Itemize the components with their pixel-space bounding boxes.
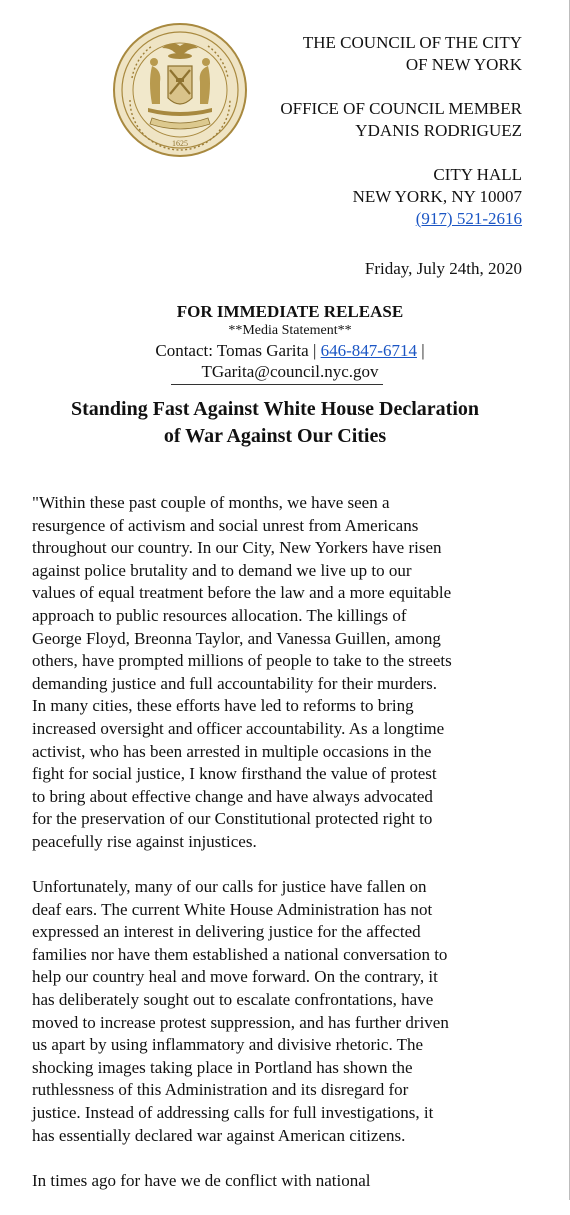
line: peacefully rise against injustices.: [32, 831, 257, 851]
office-phone-link[interactable]: (917) 521-2616: [415, 209, 522, 228]
line: moved to increase protest suppression, and has further driven: [32, 1012, 449, 1032]
office-line1: OFFICE OF COUNCIL MEMBER: [280, 99, 522, 118]
headline: [0, 396, 540, 450]
line: "Within these past couple of months, we have seen a: [32, 493, 390, 512]
seal-year: 1625: [172, 139, 188, 148]
line: In times ago for have we de conflict with national: [32, 1170, 371, 1190]
letterhead: [280, 32, 522, 230]
contact-phone-link[interactable]: 646-847-6714: [320, 341, 417, 360]
line: to bring about effective change and have always advocated: [32, 786, 433, 806]
contact-prefix: Contact: Tomas Garita |: [155, 341, 321, 360]
city-seal: [112, 22, 248, 158]
line: activist, who has been arrested in multiple occasions in the: [32, 741, 432, 761]
statement-body: [32, 492, 552, 1215]
line: values of equal treatment before the law and a more equitable: [32, 583, 452, 603]
org-name-line2: OF NEW YORK: [405, 55, 522, 74]
line: Unfortunately, many of our calls for justice have fallen on: [32, 877, 427, 897]
line: In many cities, these efforts have led to reforms to bring: [32, 696, 414, 716]
city-seal-graphic: [112, 22, 248, 158]
address-line2: NEW YORK, NY 10007: [352, 187, 522, 206]
contact-line: [0, 340, 570, 361]
line: has deliberately sought out to escalate confrontations, have: [32, 990, 434, 1010]
contact-email[interactable]: TGarita@council.nyc.gov: [201, 362, 379, 381]
line: approach to public resources allocation. The killings of: [32, 605, 407, 625]
line: expressed an interest in delivering justice for the affected: [32, 922, 421, 942]
line: increased oversight and officer accountability. As a longtime: [32, 718, 445, 738]
address-line1: CITY HALL: [433, 165, 522, 184]
headline-line1: Standing Fast Against White House Declaration: [71, 398, 479, 420]
line: justice. Instead of addressing calls for full investigations, it: [32, 1103, 434, 1123]
line: us apart by using inflammatory and divisive rhetoric. The: [32, 1035, 424, 1055]
headline-line2: of War Against Our Cities: [163, 425, 387, 447]
release-date: Friday, July 24th, 2020: [364, 259, 522, 278]
line: shocking images taking place in Portland has shown the: [32, 1057, 413, 1077]
release-block: [0, 302, 570, 382]
line: resurgence of activism and social unrest from Americans: [32, 515, 419, 535]
line: throughout our country. In our City, New Yorkers have risen: [32, 538, 442, 558]
release-type: **Media Statement**: [228, 323, 352, 338]
line: help our country heal and move forward. On the contrary, it: [32, 967, 438, 987]
line: others, have prompted millions of people to take to the streets: [32, 651, 452, 671]
line: fight for social justice, I know firsthand the value of protest: [32, 764, 437, 784]
org-name-line1: THE COUNCIL OF THE CITY: [302, 33, 522, 52]
line: demanding justice and full accountability for their murders.: [32, 673, 438, 693]
line: ruthlessness of this Administration and its disregard for: [32, 1080, 409, 1100]
contact-separator: |: [416, 341, 425, 360]
line: deaf ears. The current White House Administration has not: [32, 899, 433, 919]
paragraph-3-partial: [32, 1170, 552, 1193]
line: has essentially declared war against American citizens.: [32, 1125, 406, 1145]
line: against police brutality and to demand we live up to our: [32, 560, 412, 580]
line: families nor have them established a national conversation to: [32, 944, 448, 964]
line: George Floyd, Breonna Taylor, and Vanessa Guillen, among: [32, 628, 441, 648]
divider: [171, 384, 383, 385]
line: for the preservation of our Constitutional protected right to: [32, 809, 433, 829]
paragraph-2: [32, 876, 552, 1147]
release-label: FOR IMMEDIATE RELEASE: [176, 302, 404, 321]
office-line2: YDANIS RODRIGUEZ: [355, 121, 522, 140]
paragraph-1: [32, 492, 552, 854]
